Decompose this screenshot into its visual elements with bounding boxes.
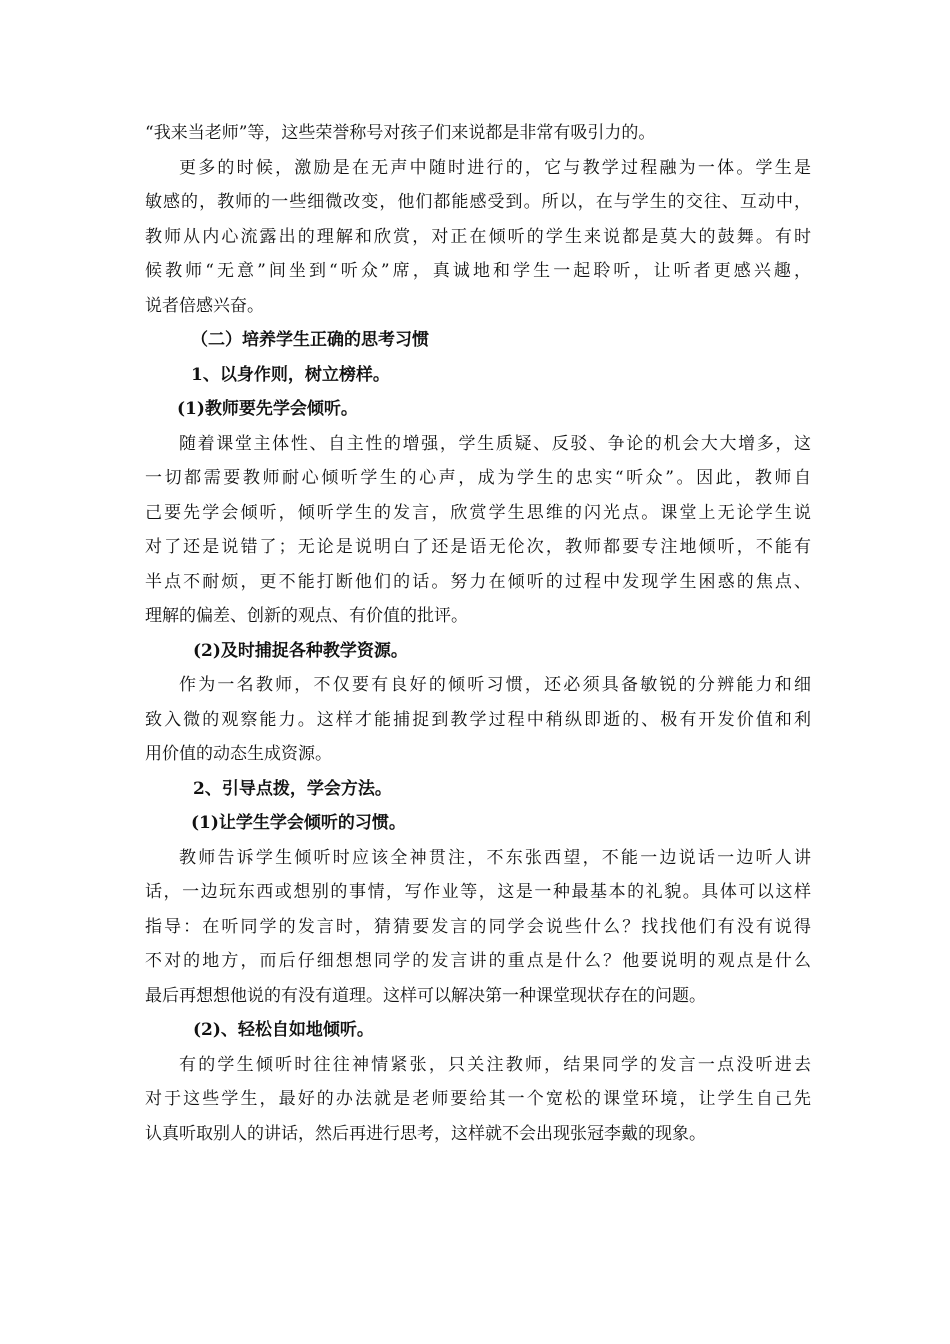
paragraph-line: 己要先学会倾听，倾听学生的发言，欣赏学生思维的闪光点。课堂上无论学生说 <box>145 502 811 523</box>
paragraph-line: 致入微的观察能力。这样才能捕捉到教学过程中稍纵即逝的、极有开发价值和利 <box>145 709 811 730</box>
paragraph-line: 不对的地方，而后仔细想想同学的发言讲的重点是什么？他要说明的观点是什么 <box>145 951 811 971</box>
section-heading: （二）培养学生正确的思考习惯 <box>191 330 429 350</box>
subsection-heading: 1、以身作则，树立榜样。 <box>191 364 390 385</box>
paragraph-line: 教师从内心流露出的理解和欣赏，对正在倾听的学生来说都是莫大的鼓舞。有时 <box>145 226 811 247</box>
paragraph-line: “我来当老师”等，这些荣誉称号对孩子们来说都是非常有吸引力的。 <box>145 123 656 143</box>
item-heading: (1)让学生学会倾听的习惯。 <box>191 813 406 833</box>
paragraph-line: 对了还是说错了；无论是说明白了还是语无伦次，教师都要专注地倾听，不能有 <box>145 537 811 557</box>
paragraph-line: 有的学生倾听时往往神情紧张，只关注教师，结果同学的发言一点没听进去 <box>179 1054 811 1075</box>
paragraph-line: 一切都需要教师耐心倾听学生的心声，成为学生的忠实“听众”。因此，教师自 <box>145 468 811 488</box>
paragraph-line: 作为一名教师，不仅要有良好的倾听习惯，还必须具备敏锐的分辨能力和细 <box>179 675 811 695</box>
document-page <box>145 116 811 1151</box>
paragraph-line: 半点不耐烦，更不能打断他们的话。努力在倾听的过程中发现学生困惑的焦点、 <box>145 571 811 592</box>
paragraph-line: 对于这些学生，最好的办法就是老师要给其一个宽松的课堂环境，让学生自己先 <box>145 1089 811 1109</box>
paragraph-line: 理解的偏差、创新的观点、有价值的批评。 <box>145 606 468 626</box>
paragraph-line: 候教师“无意”间坐到“听众”席，真诚地和学生一起聆听，让听者更感兴趣， <box>145 261 811 281</box>
item-heading: (2)及时捕捉各种教学资源。 <box>193 640 408 661</box>
subsection-heading: 2、引导点拨，学会方法。 <box>193 778 392 799</box>
paragraph-line: 敏感的，教师的一些细微改变，他们都能感受到。所以，在与学生的交往、互动中， <box>145 192 811 212</box>
paragraph-line: 指导：在听同学的发言时，猜猜要发言的同学会说些什么？找找他们有没有说得 <box>145 916 811 937</box>
paragraph-line: 认真听取别人的讲话，然后再进行思考，这样就不会出现张冠李戴的现象。 <box>145 1123 706 1144</box>
paragraph-line: 随着课堂主体性、自主性的增强，学生质疑、反驳、争论的机会大大增多，这 <box>179 433 811 454</box>
item-heading: (2)、轻松自如地倾听。 <box>193 1020 374 1040</box>
paragraph-line: 最后再想想他说的有没有道理。这样可以解决第一种课堂现状存在的问题。 <box>145 985 706 1006</box>
item-heading: (1)教师要先学会倾听。 <box>177 399 358 419</box>
paragraph-line: 教师告诉学生倾听时应该全神贯注，不东张西望，不能一边说话一边听人讲 <box>179 847 811 868</box>
paragraph-line: 说者倍感兴奋。 <box>145 295 264 316</box>
paragraph-line: 话，一边玩东西或想别的事情，写作业等，这是一种最基本的礼貌。具体可以这样 <box>145 882 811 902</box>
paragraph-line: 用价值的动态生成资源。 <box>145 744 332 764</box>
paragraph-line: 更多的时候，激励是在无声中随时进行的，它与教学过程融为一体。学生是 <box>179 157 811 178</box>
